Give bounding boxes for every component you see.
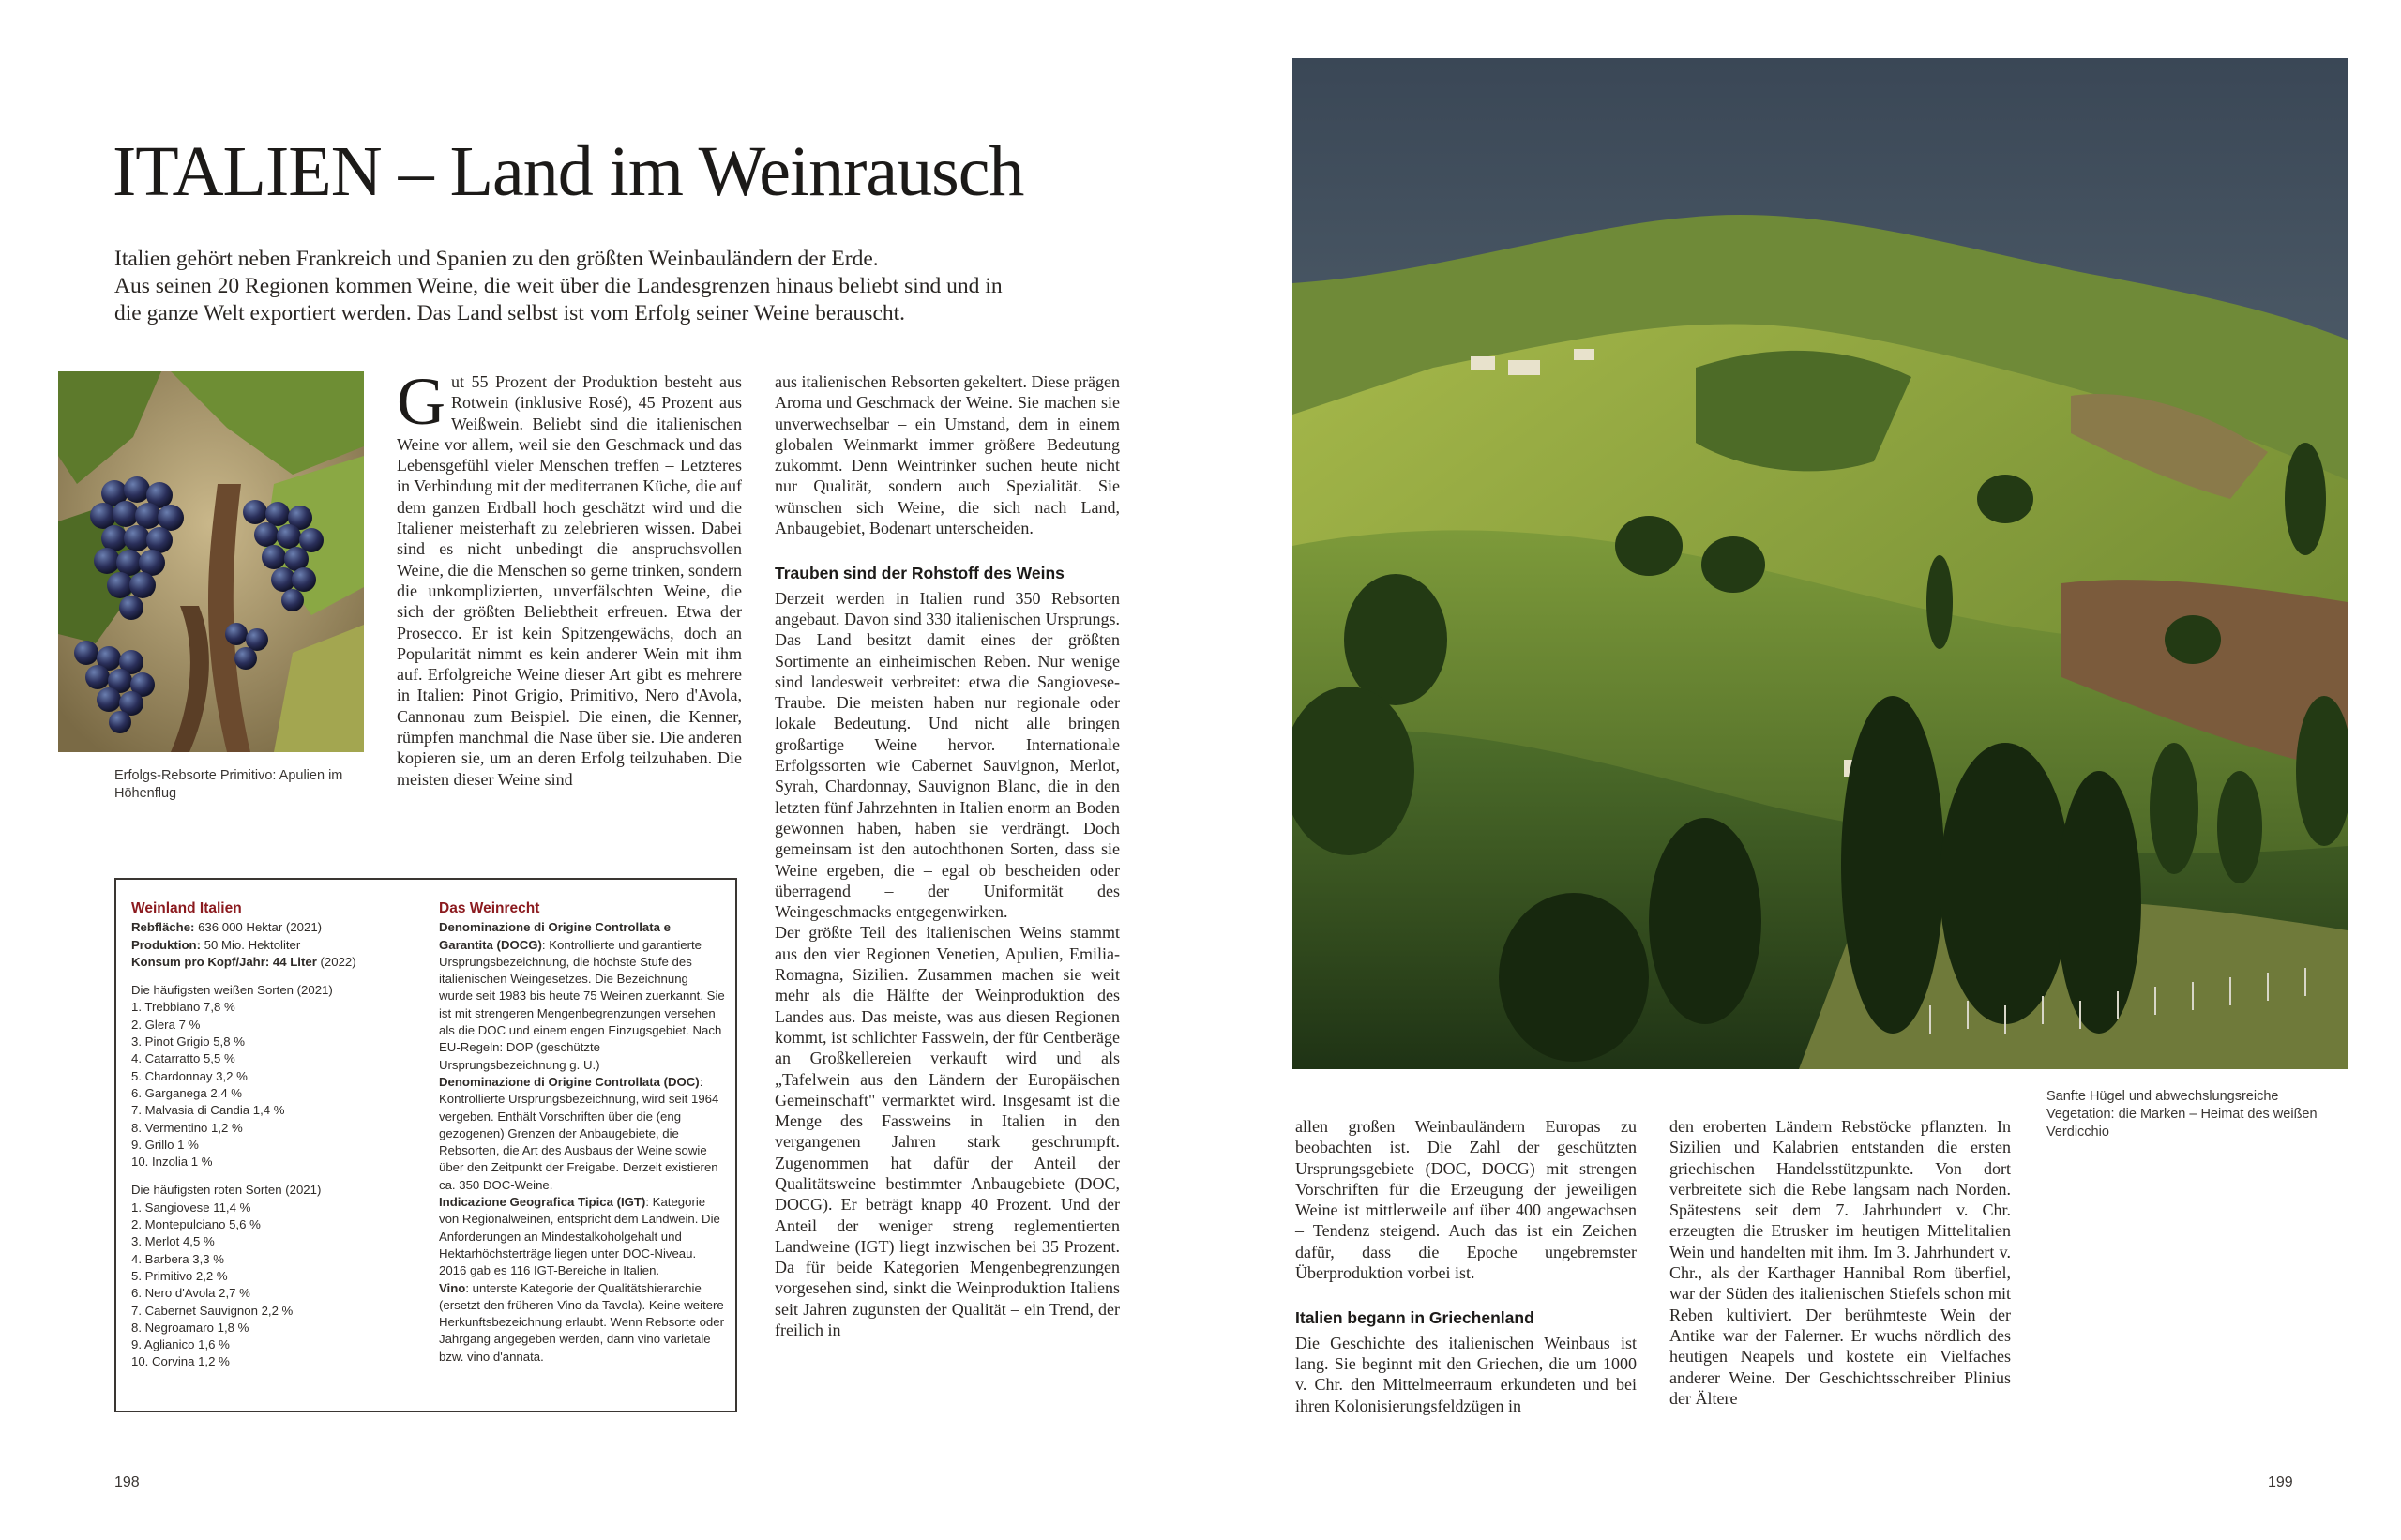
list-item: 6. Garganega 2,4 % bbox=[131, 1085, 243, 1100]
law-term: Indicazione Geografica Tipica (IGT) bbox=[439, 1195, 646, 1210]
law-entry bbox=[439, 919, 725, 1074]
stat-line bbox=[131, 937, 413, 954]
page-number-right: 199 bbox=[2268, 1474, 2293, 1490]
list-item: 9. Grillo 1 % bbox=[131, 1137, 199, 1152]
list-item: 5. Primitivo 2,2 % bbox=[131, 1268, 228, 1283]
body-paragraph: aus italienischen Rebsorten gekeltert. Diese prägen Aroma und Geschmack der Weine. Sie machen sie unverwechselbar – ein Umstand, dem in einem globalen Weinmarkt immer größere Bedeutung zukommt. Denn Weintrinker suchen heute nicht nur Qualität, sondern auch Spezialität. Sie wünschen sich Weine, die sich nach Land, Anbaugebiet, Bodenart unterscheiden. bbox=[775, 372, 1120, 538]
page-number-left: 198 bbox=[114, 1474, 140, 1490]
list-item: 5. Chardonnay 3,2 % bbox=[131, 1068, 248, 1083]
stat-label: Produktion: bbox=[131, 937, 201, 952]
body-column-3 bbox=[1295, 1116, 1637, 1416]
landscape-photo-caption: Sanfte Hügel und abwechslungsreiche Vegetation: die Marken – Heimat des weißen Verdicchio bbox=[2046, 1089, 2318, 1140]
landscape-photo bbox=[1292, 58, 2348, 1069]
stat-line bbox=[131, 954, 413, 971]
law-text: : Kategorie von Regionalweinen, entspricht dem Landwein. Die Anforderungen an Mindestalkoholgehalt und Hektarhöchsterträge liegen unter DOC-Niveau. 2016 gab es 116 IGT-Bereiche in Italien. bbox=[439, 1195, 720, 1278]
law-text: : unterste Kategorie der Qualitätshierarchie (ersetzt den früheren Vino da Tavola). Keine weitere Herkunftsbezeichnung erlaubt. Wenn Rebsorte oder Jahrgang angegeben werden, dann vino varietale bzw. vino d'annata. bbox=[439, 1280, 724, 1364]
grape-photo bbox=[58, 371, 364, 752]
body-paragraph: Die Geschichte des italienischen Weinbaus ist lang. Sie beginnt mit den Griechen, die um 1000 v. Chr. den Mittelmeerraum erkundeten und bei ihren Kolonisierungsfeldzügen in bbox=[1295, 1333, 1637, 1415]
body-paragraph: den eroberten Ländern Rebstöcke pflanzten. In Sizilien und Kalabrien entstanden die ersten griechischen Handelsstützpunkte. Von dort verbreitete sich die Rebe langsam nach Norden. Spätestens seit dem 7. Jahrhundert v. Chr. erzeugten die Etrusker im heutigen Mittelitalien Wein und handelten mit ihm. Im 3. Jahrhundert v. Chr., als der Karthager Hannibal Rom überfiel, war der Süden des italienischen Stiefels schon mit Reben kultiviert. Der berühmteste Wein der Antike war der Falerner. Er wuchs nördlich des heutigen Neapels und kostete ein Vielfaches anderer Weine. Der Geschichtsschreiber Plinius der Ältere bbox=[1669, 1117, 2011, 1408]
body-paragraph bbox=[397, 364, 742, 790]
list-item: 4. Catarratto 5,5 % bbox=[131, 1051, 235, 1066]
list-item: 6. Nero d'Avola 2,7 % bbox=[131, 1286, 250, 1301]
list-item: 1. Trebbiano 7,8 % bbox=[131, 1000, 235, 1015]
info-box bbox=[114, 878, 737, 1412]
list-item: 9. Aglianico 1,6 % bbox=[131, 1337, 230, 1352]
intro-paragraph bbox=[114, 246, 1015, 327]
list-item: 8. Negroamaro 1,8 % bbox=[131, 1320, 249, 1335]
body-paragraph: Der größte Teil des italienischen Weins stammt aus den vier Regionen Venetien, Apulien, Emilia-Romagna, Sizilien. Zusammen machen sie weit mehr als die Hälfte der Weinproduktion des Landes aus. Das meiste, was aus diesen Regionen kommt, ist schlichter Fasswein, der für Centberäge an Großkellereien verkauft wird und als „Tafelwein aus den Ländern der Europäischen Gemeinschaft" vermarktet wird. Insgesamt ist die Menge des Fassweins in Italien in den vergangenen Jahren stark geschrumpft. Zugenommen hat dafür der Anteil der Qualitätsweine bestimmter Anbaugebiete (DOC, DOCG). Er beträgt knapp 40 Prozent. Und der Anteil der weniger streng reglementierten Landweine (IGT) liegt inzwischen bei 35 Prozent. Da für beide Kategorien Mengenbegrenzungen vorgesehen sind, sinkt die Weinproduktion Italiens seit Jahren zugunsten der Qualität – ein Trend, der freilich in bbox=[775, 923, 1120, 1340]
intro-line: Italien gehört neben Frankreich und Spanien zu den größten Weinbauländern der Erde. bbox=[114, 247, 879, 271]
list-item: 3. Merlot 4,5 % bbox=[131, 1234, 215, 1249]
grape-photo-caption: Erfolgs-Rebsorte Primitivo: Apulien im Höhenflug bbox=[114, 768, 343, 801]
stat-label: Rebfläche: bbox=[131, 920, 195, 935]
list-item: 10. Inzolia 1 % bbox=[131, 1155, 213, 1170]
law-text: : Kontrollierte Ursprungsbezeichnung, wird seit 1964 vergeben. Enthält Vorschriften über die (eng gezogenen) Grenzen der Anbaugebiete, die Rebsorten, die Art des Ausbaus der Weine sowie über den Zeitpunkt der Freigabe. Derzeit existieren ca. 350 DOC-Weine. bbox=[439, 1074, 719, 1192]
stat-value: (2022) bbox=[316, 954, 356, 969]
intro-line: die ganze Welt exportiert werden. Das Land selbst ist vom Erfolg seiner Weine berauscht. bbox=[114, 301, 906, 325]
list-item: 10. Corvina 1,2 % bbox=[131, 1354, 230, 1369]
section-heading: Italien begann in Griechenland bbox=[1295, 1308, 1534, 1328]
stat-value: 636 000 Hektar (2021) bbox=[194, 920, 323, 935]
law-term: Denominazione di Origine Controllata e Garantita (DOCG) bbox=[439, 920, 671, 952]
grape-illustration bbox=[58, 371, 364, 752]
law-entry bbox=[439, 1194, 725, 1279]
list-item: 7. Malvasia di Candia 1,4 % bbox=[131, 1103, 285, 1118]
law-entry bbox=[439, 1280, 725, 1366]
info-box-title: Das Weinrecht bbox=[439, 900, 540, 916]
info-box-right-column bbox=[439, 900, 725, 1366]
law-text: : Kontrollierte und garantierte Ursprungsbezeichnung, die höchste Stufe des italienischen Weingesetzes. Die Bezeichnung wurde seit 1983 bis heute 75 Weinen zuerkannt. Sie ist mit strengeren Mengenbegrenzungen versehen als die DOC und einem engen Einzugsgebiet. Nach EU-Regeln: DOP (geschützte Ursprungsbezeichnung g. U.) bbox=[439, 937, 725, 1072]
stat-value: 50 Mio. Hektoliter bbox=[201, 937, 301, 952]
list-heading: Die häufigsten weißen Sorten (2021) bbox=[131, 983, 333, 998]
red-varieties-list bbox=[131, 1200, 413, 1371]
body-paragraph: Derzeit werden in Italien rund 350 Rebsorten angebaut. Davon sind 330 italienischen Ursprungs. Das Land besitzt damit eines der größten Sortimente an einheimischen Reben. Nur wenige sind landesweit verbreitet: etwa die Sangiovese-Traube. Die meisten haben nur regionale oder lokale Bedeutung. Und nicht alle bringen großartige Weine hervor. Internationale Erfolgssorten wie Cabernet Sauvignon, Merlot, Syrah, Chardonnay, Sauvignon Blanc, die in den letzten fünf Jahrzehnten in Italien enorm an Boden gewonnen haben, haben sie verdrängt. Doch gemeinsam ist den autochthonen Sorten, dass sie Weine ergeben, die – egal ob bescheiden oder überragend – der Uniformität des Weingeschmacks entgegenwirken. bbox=[775, 588, 1120, 922]
list-item: 2. Montepulciano 5,6 % bbox=[131, 1217, 261, 1232]
law-term: Vino bbox=[439, 1280, 466, 1295]
list-item: 1. Sangiovese 11,4 % bbox=[131, 1200, 251, 1215]
white-varieties-list bbox=[131, 999, 413, 1170]
body-paragraph: allen großen Weinbauländern Europas zu beobachten ist. Die Zahl der geschützten Ursprungsgebiete (DOC, DOCG) mit strengen Vorschriften für die Erzeugung der jeweiligen Weine ist mittlerweile auf über 400 angewachsen – Tendenz steigend. Auch das ist ein Zeichen dafür, dass die Epoche ungebremster Überproduktion vorbei ist. bbox=[1295, 1117, 1637, 1283]
law-entry bbox=[439, 1074, 725, 1194]
section-heading: Trauben sind der Rohstoff des Weins bbox=[775, 564, 1065, 583]
body-text: ut 55 Prozent der Produktion besteht aus Rotwein (inklusive Rosé), 45 Prozent aus Weißwein. Beliebt sind die italienischen Weine vor allem, weil sie den Geschmack und das Lebensgefühl vieler Menschen treffen – Letzteres in Verbindung mit der mediterranen Küche, die auf dem ganzen Erdball hoch geschätzt wird und die Italiener meisterhaft zu zelebrieren wissen. Dabei sind es nicht unbedingt die anspruchsvollen Weine, die die Menschen so gerne trinken, sondern die unkomplizierten, unverfälschten Weine, die sich der größten Beliebtheit erfreuen. Etwa der Prosecco. Er ist kein Spitzengewächs, doch an Popularität nimmt es kein anderer Wein mit ihm auf. Erfolgreiche Weine dieser Art gibt es mehrere in Italien: Pinot Grigio, Primitivo, Nero d'Avola, Cannonau zum Beispiel. Die einen, die Kenner, rümpfen manchmal die Nase über sie. Die anderen kopieren sie, um an deren Erfolg teilzuhaben. Die meisten dieser Weine sind bbox=[397, 372, 742, 789]
info-box-title: Weinland Italien bbox=[131, 900, 242, 916]
info-box-left-column bbox=[131, 900, 413, 1371]
list-item: 7. Cabernet Sauvignon 2,2 % bbox=[131, 1303, 294, 1318]
stat-line bbox=[131, 919, 413, 936]
drop-cap: G bbox=[397, 364, 445, 439]
list-item: 3. Pinot Grigio 5,8 % bbox=[131, 1034, 245, 1049]
list-item: 2. Glera 7 % bbox=[131, 1017, 201, 1032]
list-heading: Die häufigsten roten Sorten (2021) bbox=[131, 1183, 322, 1198]
page-headline: ITALIEN – Land im Weinrausch bbox=[113, 132, 1024, 211]
law-term: Denominazione di Origine Controllata (DOC) bbox=[439, 1074, 700, 1089]
list-item: 4. Barbera 3,3 % bbox=[131, 1251, 224, 1266]
intro-line: Aus seinen 20 Regionen kommen Weine, die weit über die Landesgrenzen hinaus beliebt sind und in bbox=[114, 274, 1003, 298]
body-column-1 bbox=[397, 364, 742, 790]
hills-illustration bbox=[1292, 58, 2348, 1069]
body-column-4 bbox=[1669, 1116, 2011, 1409]
stat-label: Konsum pro Kopf/Jahr: 44 Liter bbox=[131, 954, 317, 969]
list-item: 8. Vermentino 1,2 % bbox=[131, 1120, 243, 1135]
body-column-2 bbox=[775, 371, 1120, 1340]
